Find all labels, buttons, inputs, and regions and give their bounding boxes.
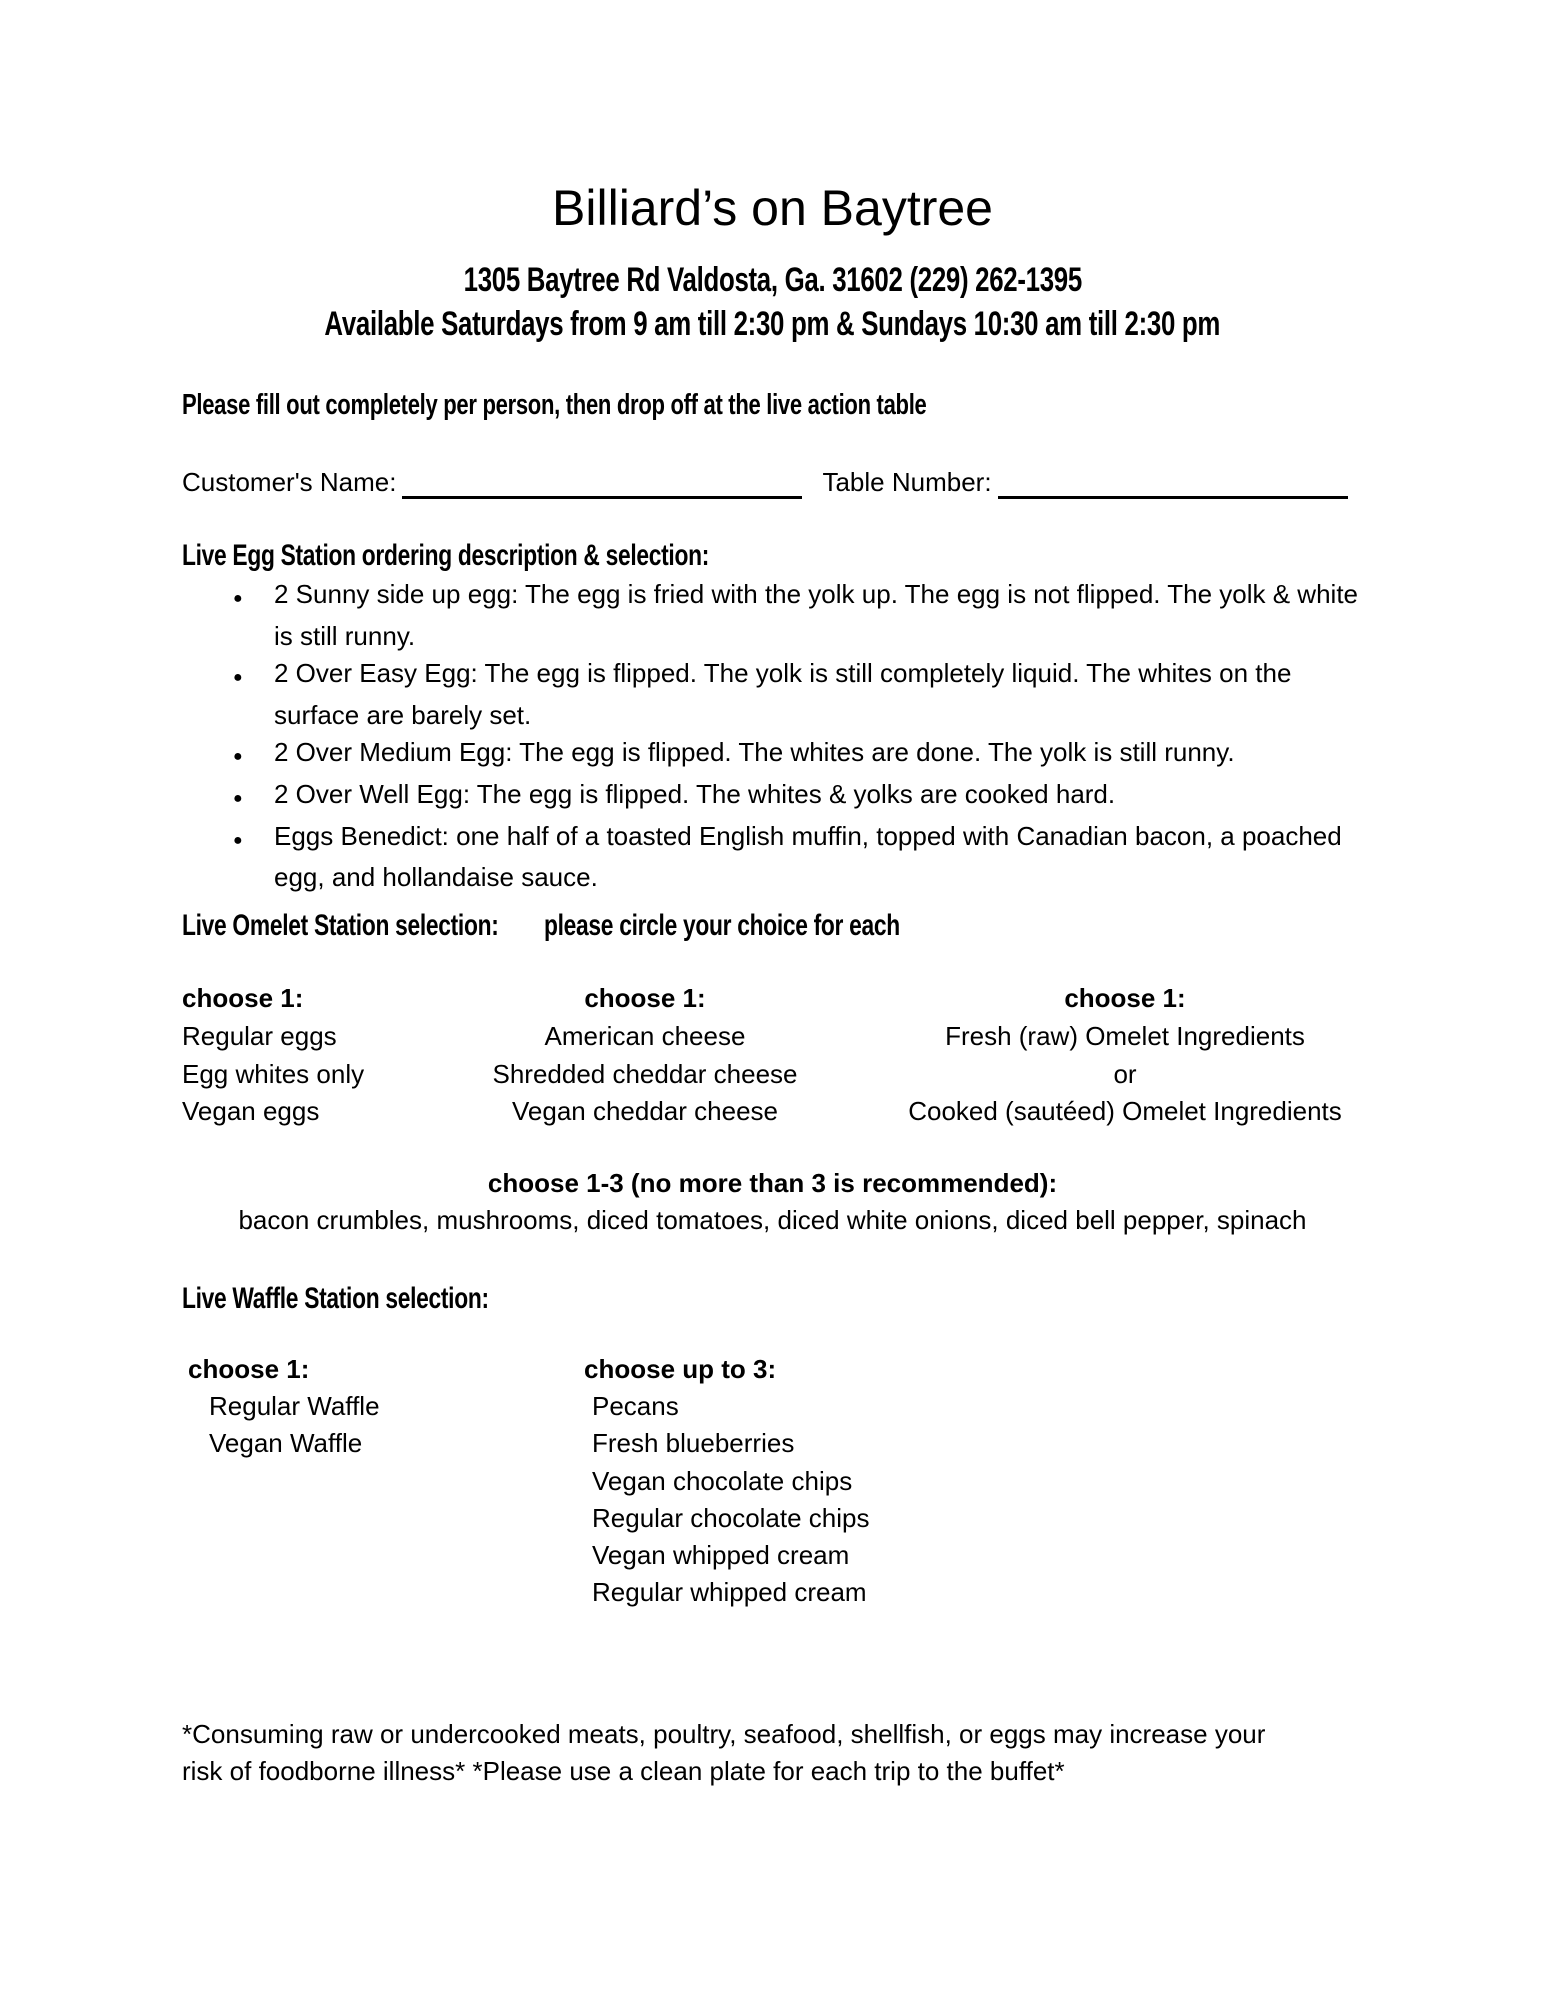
waffle-station-heading-text: Live Waffle Station selection: — [182, 1282, 489, 1315]
waffle-option: Vegan chocolate chips — [592, 1465, 853, 1496]
omelet-option-group — [460, 1018, 830, 1131]
customer-name-field[interactable] — [402, 466, 802, 499]
availability-line — [0, 304, 1545, 345]
waffle-option: Pecans — [592, 1391, 679, 1422]
omelet-column-header: choose 1: — [182, 983, 304, 1013]
waffle-option: Fresh blueberries — [592, 1428, 795, 1459]
egg-station-heading — [182, 538, 875, 574]
table-number-field[interactable] — [998, 466, 1348, 499]
waffle-option: Regular chocolate chips — [592, 1502, 870, 1533]
omelet-option: American cheese — [544, 1021, 746, 1051]
omelet-columns — [182, 978, 1375, 1131]
waffle-station-heading — [182, 1281, 586, 1317]
omelet-option: or — [1113, 1058, 1137, 1089]
waffle-option: Regular Waffle — [209, 1391, 380, 1422]
waffle-column-toppings — [584, 1351, 1104, 1611]
waffle-column-header: choose up to 3: — [584, 1354, 777, 1384]
omelet-option: Shredded cheddar cheese — [492, 1058, 798, 1089]
table-number-label: Table Number: — [822, 467, 992, 497]
omelet-station-heading-text: Live Omelet Station selection: — [182, 909, 499, 942]
omelet-option: Fresh (raw) Omelet Ingredients — [945, 1021, 1305, 1051]
customer-name-label: Customer's Name: — [182, 467, 397, 497]
waffle-option: Vegan Waffle — [209, 1428, 363, 1459]
egg-option: ● 2 Over Well Egg: The egg is flipped. The whites & yolks are cooked hard. — [274, 776, 1363, 818]
waffle-option-group — [584, 1388, 1104, 1611]
address-line — [0, 260, 1545, 301]
omelet-station-heading-note: please circle your choice for each — [544, 909, 900, 942]
waffle-column-base — [182, 1351, 584, 1611]
waffle-option-group — [182, 1388, 584, 1462]
omelet-station-heading — [182, 908, 1127, 944]
omelet-option: Regular eggs — [182, 1021, 337, 1051]
waffle-column-header: choose 1: — [188, 1354, 310, 1384]
omelet-option-group — [885, 1018, 1365, 1131]
egg-option-list — [182, 576, 1363, 897]
waffle-columns — [182, 1351, 1375, 1611]
omelet-option: Cooked (sautéed) Omelet Ingredients — [908, 1096, 1342, 1126]
disclaimer-text: *Consuming raw or undercooked meats, poultry, seafood, shellfish, or eggs may increase your risk of foodborne illness* *Please use a clean plate for each trip to the buffet* — [182, 1719, 1266, 1786]
omelet-column-header: choose 1: — [584, 983, 706, 1013]
page-title: Billiard’s on Baytree — [552, 180, 993, 236]
egg-station-heading-text: Live Egg Station ordering description & selection: — [182, 539, 710, 572]
instructions-line — [182, 388, 1162, 423]
egg-option: ● Eggs Benedict: one half of a toasted English muffin, topped with Canadian bacon, a poached egg, and hollandaise sauce. — [274, 818, 1363, 897]
egg-option: ● 2 Over Medium Egg: The egg is flipped. The whites are done. The yolk is still runny. — [274, 734, 1363, 776]
omelet-column-eggs — [182, 978, 460, 1131]
omelet-column-ingredients — [885, 978, 1365, 1131]
waffle-option: Regular whipped cream — [592, 1577, 867, 1608]
omelet-option: Vegan cheddar cheese — [512, 1096, 778, 1126]
instructions-text: Please fill out completely per person, then drop off at the live action table — [182, 389, 927, 421]
omelet-option-group — [182, 1018, 460, 1131]
omelet-column-header: choose 1: — [1064, 983, 1186, 1013]
omelet-column-cheese — [460, 978, 830, 1131]
omelet-option: Egg whites only — [182, 1058, 365, 1089]
omelet-extras-list: bacon crumbles, mushrooms, diced tomatoes, diced white onions, diced bell pepper, spinach — [238, 1205, 1307, 1235]
availability-text: Available Saturdays from 9 am till 2:30 pm & Sundays 10:30 am till 2:30 pm — [324, 305, 1221, 343]
address-text: 1305 Baytree Rd Valdosta, Ga. 31602 (229) 262-1395 — [463, 261, 1082, 299]
customer-info-row — [182, 465, 1375, 499]
egg-option: ● 2 Sunny side up egg: The egg is fried with the yolk up. The egg is not flipped. The yolk & white is still runny. — [274, 576, 1363, 655]
omelet-option: Vegan eggs — [182, 1096, 320, 1126]
omelet-extras-heading: choose 1-3 (no more than 3 is recommended): — [487, 1168, 1058, 1198]
egg-option: ● 2 Over Easy Egg: The egg is flipped. The yolk is still completely liquid. The whites on the surface are barely set. — [274, 655, 1363, 734]
waffle-option: Vegan whipped cream — [592, 1540, 850, 1571]
